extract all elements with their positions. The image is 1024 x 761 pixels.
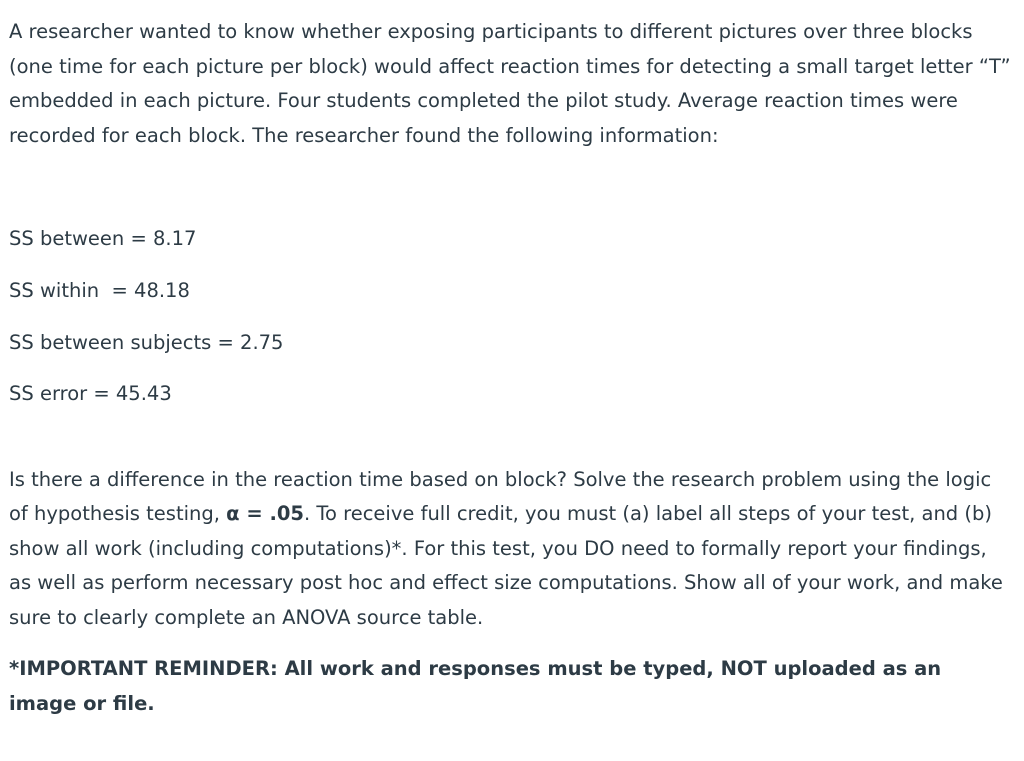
intro-paragraph: A researcher wanted to know whether exposing participants to different pictures over three blocks (one time for each picture per block) would affect reaction times for detecting a small target letter “T” embedded in each picture. Four students completed the pilot study. Average reaction times were recorded for each block. The researcher found the following information: <box>9 20 1011 147</box>
stat-ss-between-subjects: SS between subjects = 2.75 <box>9 330 284 354</box>
alpha-level: α = .05 <box>226 502 304 526</box>
question-paragraph <box>9 463 1014 636</box>
stat-ss-error: SS error = 45.43 <box>9 382 172 406</box>
stat-ss-within: SS within = 48.18 <box>9 278 190 302</box>
question-text-end: . To receive full credit, you must (a) label all steps of your test, and (b) show all work (including computations)*. For this test, you DO need to formally report your findings, as well as perform necessary post hoc and effect size computations. Show all of your work, and make sure to clearly complete an ANOVA source table. <box>9 502 1003 629</box>
important-reminder: *IMPORTANT REMINDER: All work and responses must be typed, NOT uploaded as an image or file. <box>9 657 942 715</box>
stat-ss-between: SS between = 8.17 <box>9 227 197 250</box>
question-text-start: Is there a difference in the reaction time based on block? Solve the research problem using the logic of hypothesis testing, <box>9 467 992 526</box>
stats-list <box>9 222 1024 412</box>
